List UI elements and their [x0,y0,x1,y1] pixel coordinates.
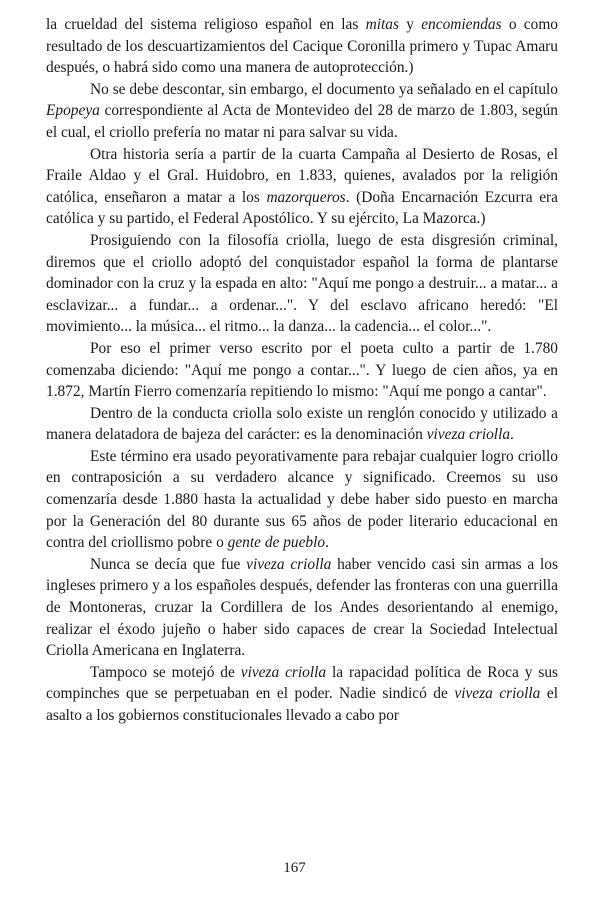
paragraph [46,79,558,144]
text-run: . [325,534,329,552]
text-run: No se debe descontar, sin embargo, el documento ya señalado en el capítulo [90,80,558,98]
italic-term: Epopeya [46,102,100,120]
text-run: . [510,426,514,444]
text-run: Tampoco se motejó de [90,663,241,681]
italic-term: gente de pueblo [227,534,326,552]
text-run: la crueldad del sistema religioso español en las [46,16,366,33]
text-run: haber vencido casi sin armas a los ingleses primero y a los españoles después, defender las fronteras con una guerrilla de Montoneras, cruzar la Cordillera de los Andes desorientando al enemigo, realizar el éxodo jujeño o haber sido capaces de crear la Sociedad Intelectual Criolla Americana en Inglaterra. [46,555,558,660]
paragraph [46,230,558,338]
italic-term: viveza criolla [454,685,541,703]
text-run: Dentro de la conducta criolla solo existe un renglón conocido y utilizado a manera delatadora de bajeza del carácter: es la denominación [46,404,558,444]
paragraph [46,14,558,79]
text-run: Prosiguiendo con la filosofía criolla, luego de esta disgresión criminal, diremos que el criollo adoptó del conquistador español la forma de plantarse dominador con la cruz y la espada en alto: "Aquí me pongo a destruir... a matar... a esclavizar... a fundar... a ordenar...". Y del esclavo africano heredó: "El movimiento... la música... el ritmo... la danza... la cadencia... el color...". [46,231,558,336]
text-run: la rapacidad política de Roca y sus compinches que se perpetuaban en el poder. Nadie sindicó de [46,663,558,703]
paragraph [46,554,558,662]
paragraph [46,446,558,554]
book-page-body [46,14,558,727]
text-run: Otra historia sería a partir de la cuarta Campaña al Desierto de Rosas, el Fraile Aldao y el Gral. Huidobro, en 1.833, quienes, avalados por la religión católica, enseñaron a matar a los [46,145,558,206]
paragraph [46,144,558,230]
paragraph [46,338,558,403]
paragraph [46,662,558,727]
text-run: . (Doña Encarnación Ezcurra era católica y su partido, el Federal Apostólico. Y su ejército, La Mazorca.) [46,188,558,228]
paragraph [46,403,558,446]
text-run: Por eso el primer verso escrito por el poeta culto a partir de 1.780 comenzaba diciendo: "Aquí me pongo a contar...". Y luego de cien años, ya en 1.872, Martín Fierro comenzaría repitiendo lo mismo: "Aquí me pongo a cantar". [46,339,558,401]
italic-term: mitas [365,16,399,33]
text-run: o como resultado de los descuartizamientos del Cacique Coronilla primero y Tupac Amaru después, o habrá sido como una manera de autoprotección.) [46,16,558,77]
italic-term: encomiendas [421,16,502,33]
text-run: el asalto a los gobiernos constitucionales llevado a cabo por [46,685,559,724]
text-run: y [399,16,422,33]
page-number: 167 [283,860,306,876]
italic-term: viveza criolla [240,663,327,681]
text-run: Nunca se decía que fue [90,555,247,573]
italic-term: mazorqueros [266,188,346,206]
text-run: Este término era usado peyorativamente para rebajar cualquier logro criollo en contraposición a su verdadero alcance y significado. Creemos su uso comenzaría desde 1.880 hasta la actualidad y debe haber sido puesto en marcha por la Generación del 80 durante sus 65 años de poder literario educacional en contra del criollismo pobre o [46,447,558,552]
text-run: correspondiente al Acta de Montevideo del 28 de marzo de 1.803, según el cual, el criollo prefería no matar ni para salvar su vida. [46,102,558,141]
italic-term: viveza criolla [246,555,332,573]
italic-term: viveza criolla [426,426,511,444]
